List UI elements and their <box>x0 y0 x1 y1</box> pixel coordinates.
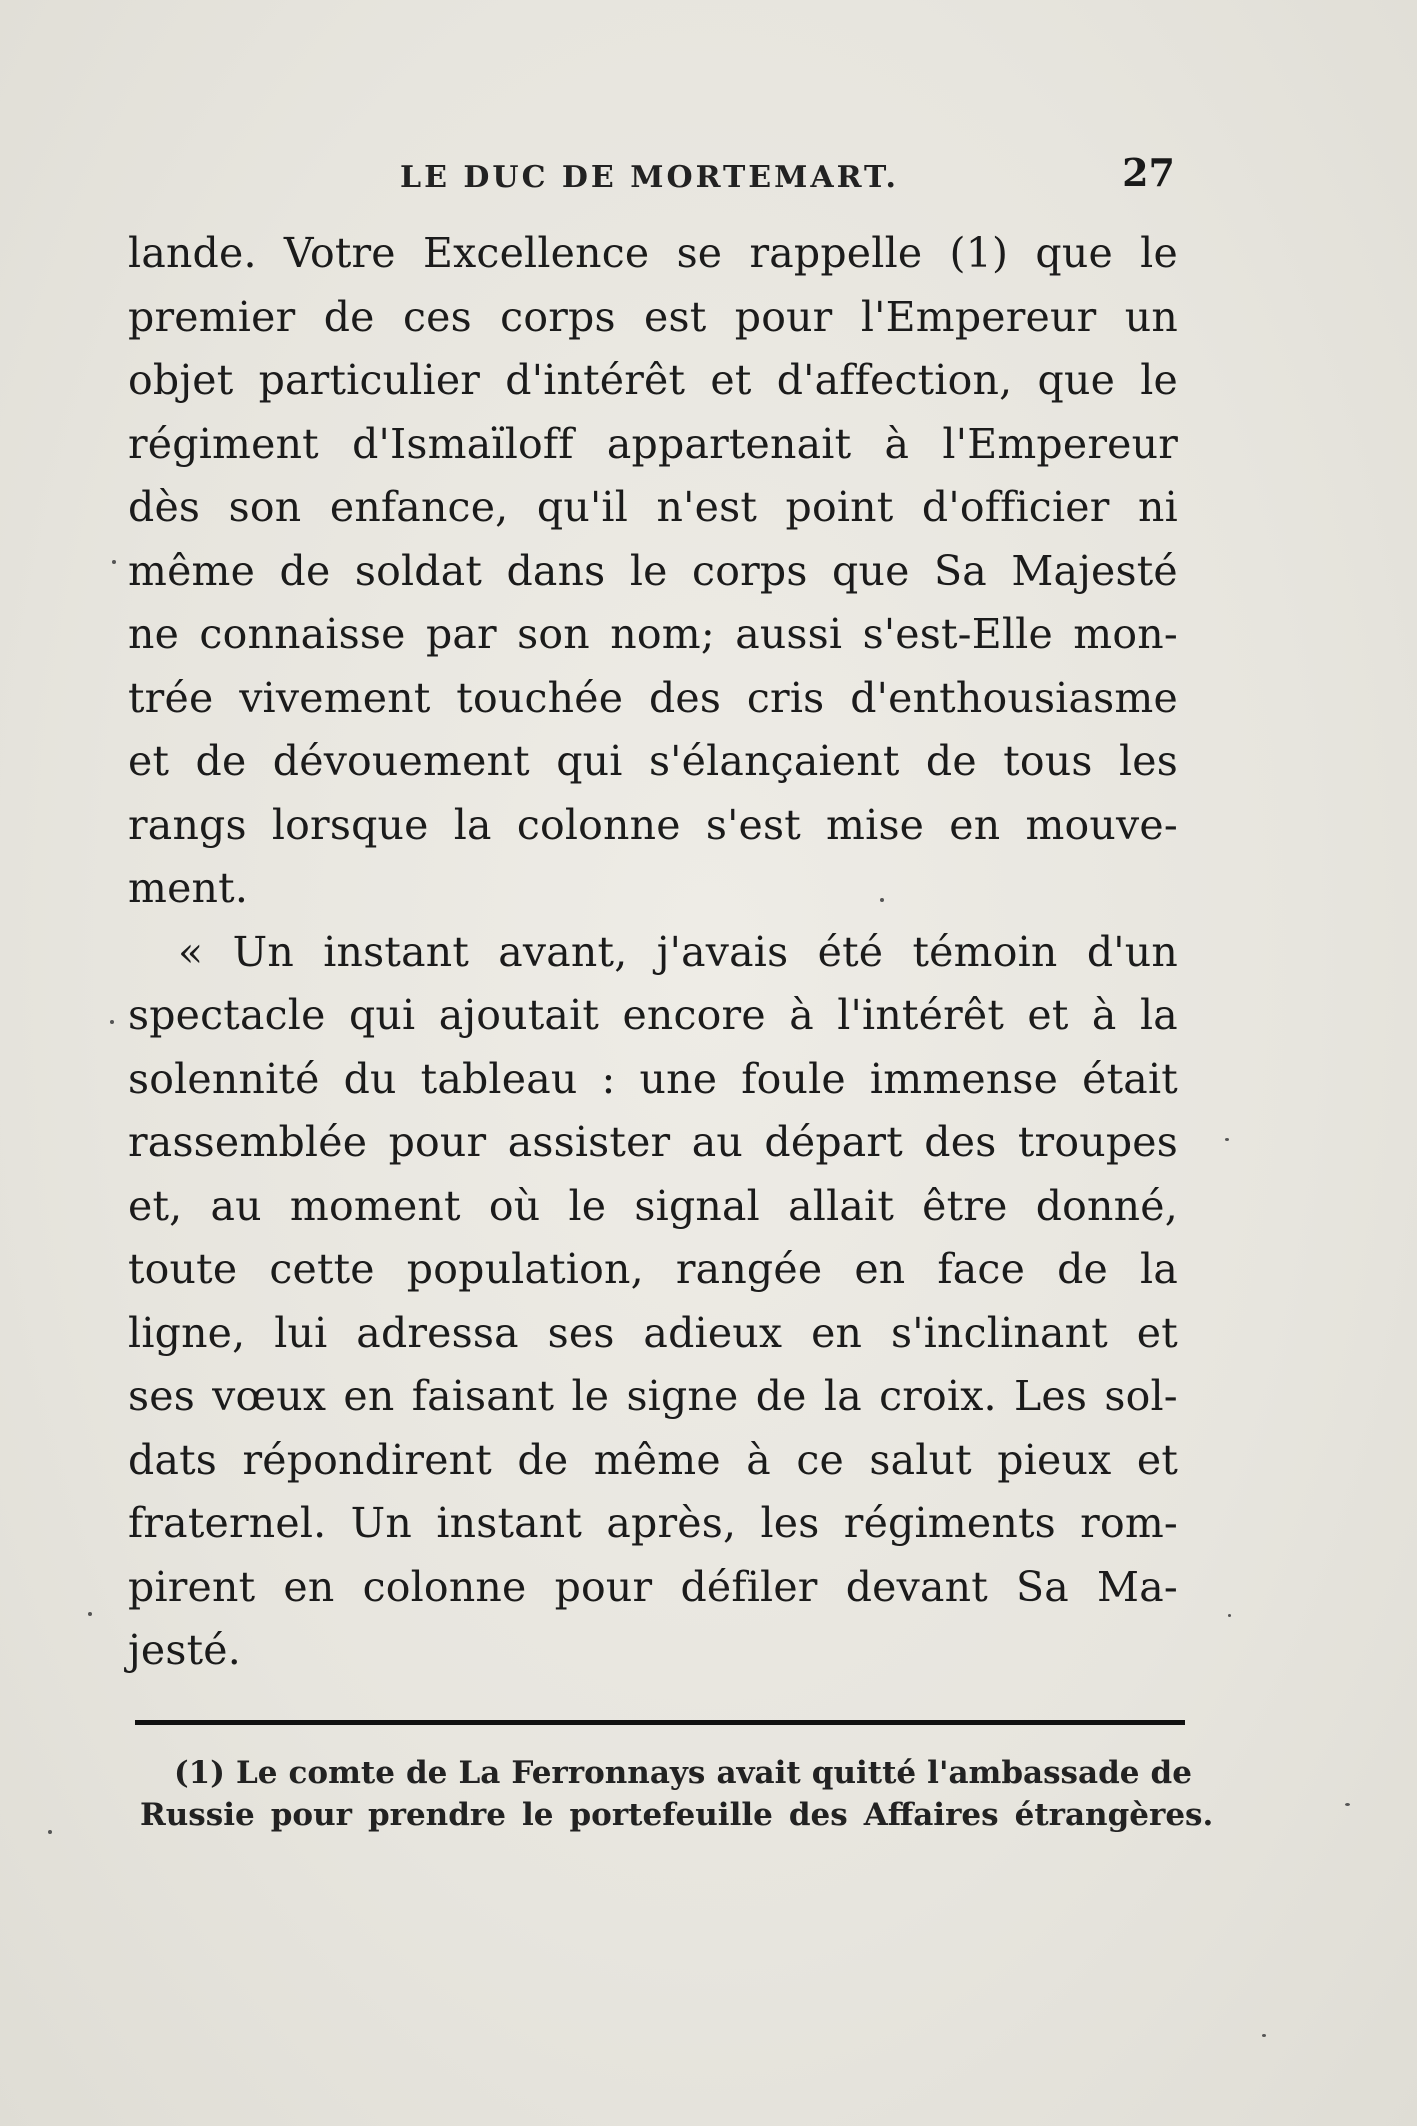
word: des <box>648 673 722 722</box>
word: lande. <box>128 229 257 277</box>
word: d'affection, <box>776 356 1013 404</box>
word: le <box>568 1181 607 1230</box>
word: s'est-Elle <box>862 610 1053 658</box>
word: et <box>1136 1308 1178 1357</box>
scan-speck <box>112 560 116 564</box>
word: le <box>1140 229 1178 277</box>
word: Un <box>350 1499 413 1547</box>
word: le <box>1140 356 1178 404</box>
body-line <box>128 730 1178 794</box>
word: objet <box>128 356 234 404</box>
body-text <box>128 222 1178 1683</box>
word: cette <box>269 1245 375 1293</box>
word: mise <box>826 800 925 849</box>
word: Ferronnays <box>511 1755 706 1791</box>
body-line <box>128 667 1178 731</box>
body-line <box>128 1048 1178 1112</box>
word: signe <box>626 1372 739 1420</box>
word: ligne, <box>128 1308 246 1357</box>
word: étrangères. <box>1014 1797 1214 1833</box>
word: face <box>937 1245 1026 1293</box>
word: de <box>1150 1755 1192 1791</box>
word: La <box>458 1755 501 1791</box>
word: été <box>817 927 884 976</box>
word: rom- <box>1080 1499 1178 1547</box>
word: de <box>279 546 331 595</box>
word: encore <box>622 991 766 1039</box>
body-line <box>128 1238 1178 1302</box>
word: s'inclinant <box>890 1308 1108 1357</box>
word: de <box>755 1372 807 1420</box>
word: (1) <box>949 229 1009 277</box>
word: que <box>832 546 910 595</box>
body-line <box>128 1111 1178 1175</box>
word: ni <box>1138 483 1178 531</box>
word: des <box>788 1797 848 1833</box>
word: premier <box>128 292 296 341</box>
word: Russie <box>140 1797 255 1833</box>
word: le <box>629 546 668 595</box>
word: les <box>1118 737 1178 785</box>
word: vivement <box>239 673 431 722</box>
word: témoin <box>912 927 1058 976</box>
word: l'Empereur <box>942 419 1178 468</box>
word: l'intérêt <box>837 991 1005 1039</box>
word: à <box>746 1435 771 1484</box>
word: « <box>178 927 204 976</box>
body-line <box>128 857 1178 921</box>
body-line <box>128 984 1178 1048</box>
word: colonne <box>516 800 681 849</box>
word: même <box>593 1435 721 1484</box>
word: les <box>760 1499 820 1547</box>
word: et <box>1027 991 1069 1039</box>
word: prendre <box>367 1797 506 1833</box>
word: quitté <box>811 1755 917 1791</box>
word: adieux <box>643 1308 783 1357</box>
word: spectacle <box>128 991 326 1039</box>
word: (1) <box>174 1755 225 1791</box>
word: tous <box>1003 737 1093 785</box>
word: le <box>521 1797 554 1833</box>
page-header <box>130 150 1175 200</box>
scan-speck <box>880 898 884 902</box>
word: pour <box>270 1797 352 1833</box>
word: aussi <box>735 610 843 658</box>
word: assister <box>507 1118 671 1166</box>
body-line <box>128 1429 1178 1493</box>
word: connaisse <box>199 610 406 658</box>
word: qui <box>348 991 416 1039</box>
body-line <box>128 1302 1178 1366</box>
word: j'avais <box>656 927 789 976</box>
running-title: LE DUC DE MORTEMART. <box>400 160 899 195</box>
word: s'est <box>705 800 801 849</box>
word: Sa <box>933 546 987 595</box>
word: point <box>785 483 894 531</box>
word: à <box>1091 991 1117 1039</box>
word: en <box>949 800 1001 849</box>
body-line <box>128 413 1178 477</box>
body-line <box>128 794 1178 858</box>
word: croix. <box>879 1372 997 1420</box>
word: lui <box>274 1308 328 1357</box>
word: moment <box>289 1181 461 1230</box>
word: qui <box>556 737 623 785</box>
word: ses <box>128 1372 195 1420</box>
word: l'ambassade <box>927 1755 1140 1791</box>
word: la <box>1139 991 1178 1039</box>
word: d'enthousiasme <box>850 673 1178 722</box>
body-line <box>128 1175 1178 1239</box>
word: avant, <box>498 927 628 976</box>
footnote-line <box>140 1752 1192 1794</box>
word: cris <box>746 673 825 722</box>
word: donné, <box>1035 1181 1178 1230</box>
word: et <box>1136 1435 1178 1484</box>
word: de <box>323 292 375 341</box>
word: ses <box>547 1308 615 1357</box>
body-line <box>128 349 1178 413</box>
footnote-line <box>140 1794 1214 1836</box>
word: de <box>1057 1245 1108 1293</box>
word: rassemblée <box>128 1118 368 1166</box>
word: en <box>854 1245 906 1293</box>
word: répondirent <box>242 1435 492 1484</box>
body-line <box>128 1556 1178 1620</box>
word: pour <box>734 292 833 341</box>
word: rappelle <box>749 229 923 277</box>
word: ne <box>128 610 180 658</box>
page-number: 27 <box>1122 150 1175 195</box>
word: de <box>517 1435 569 1484</box>
word: l'Empereur <box>860 292 1097 341</box>
body-line <box>128 1365 1178 1429</box>
word: faisant <box>411 1372 555 1420</box>
word: Votre <box>283 229 396 277</box>
scan-speck <box>1345 1803 1350 1806</box>
word: comte <box>288 1755 395 1791</box>
word: mouve- <box>1025 800 1178 849</box>
word: rangée <box>675 1245 823 1293</box>
word: défiler <box>680 1562 818 1611</box>
word: de <box>925 737 977 785</box>
body-line <box>128 286 1178 350</box>
word: toute <box>128 1245 238 1293</box>
word: départ <box>764 1118 903 1166</box>
word: nom; <box>610 610 715 658</box>
word: Les <box>1014 1372 1088 1420</box>
word: sol- <box>1104 1372 1178 1420</box>
word: qu'il <box>536 483 629 531</box>
word: devant <box>845 1562 988 1611</box>
word: de <box>405 1755 448 1791</box>
word: Excellence <box>422 229 650 277</box>
word: Un <box>232 927 294 976</box>
word: jesté. <box>128 1626 241 1674</box>
word: trée <box>128 673 214 722</box>
word: Le <box>235 1755 278 1791</box>
word: Affaires <box>863 1797 999 1833</box>
body-line <box>128 1492 1178 1556</box>
word: pour <box>554 1562 653 1611</box>
word: population, <box>406 1245 644 1293</box>
word: le <box>571 1372 610 1420</box>
word: Sa <box>1016 1562 1069 1611</box>
body-line <box>128 476 1178 540</box>
word: pieux <box>997 1435 1112 1484</box>
scan-speck <box>48 1830 52 1834</box>
word: et, <box>128 1181 183 1230</box>
word: était <box>1082 1054 1178 1103</box>
word: immense <box>869 1054 1059 1103</box>
word: d'Ismaïloff <box>352 419 574 468</box>
word: après, <box>606 1499 737 1547</box>
word: du <box>343 1054 397 1103</box>
word: et <box>128 737 170 785</box>
word: tableau <box>420 1054 578 1103</box>
scan-speck <box>1262 2034 1266 2037</box>
word: la <box>823 1372 862 1420</box>
scan-speck <box>110 1020 114 1024</box>
word: foule <box>741 1054 846 1103</box>
word: dats <box>128 1435 218 1484</box>
word: rangs <box>128 800 247 849</box>
word: Majesté <box>1011 546 1178 595</box>
scan-speck <box>1225 1138 1229 1141</box>
word: allait <box>788 1181 895 1230</box>
word: troupes <box>1017 1118 1178 1166</box>
word: lorsque <box>271 800 429 849</box>
word: la <box>453 800 492 849</box>
word: une <box>639 1054 718 1103</box>
word: en <box>283 1562 335 1611</box>
word: ajoutait <box>438 991 600 1039</box>
word: vœux <box>212 1372 327 1420</box>
word: salut <box>869 1435 972 1484</box>
word: ment. <box>128 864 249 912</box>
word: et <box>710 356 752 404</box>
word: appartenait <box>606 419 852 468</box>
word: des <box>924 1118 997 1166</box>
word: à <box>789 991 814 1039</box>
word: régiment <box>128 419 319 468</box>
word: régiments <box>843 1499 1056 1547</box>
word: fraternel. <box>128 1499 327 1547</box>
body-line <box>128 540 1178 604</box>
footnote <box>140 1752 1214 1836</box>
word: touchée <box>456 673 624 722</box>
word: même <box>128 546 256 595</box>
word: que <box>1035 229 1113 277</box>
word: être <box>922 1181 1008 1230</box>
word: corps <box>692 546 808 595</box>
word: la <box>1140 1245 1178 1293</box>
word: corps <box>500 292 616 341</box>
word: s'élançaient <box>648 737 900 785</box>
word: portefeuille <box>569 1797 773 1833</box>
word: où <box>488 1181 541 1230</box>
footnote-rule <box>135 1720 1185 1725</box>
word: d'un <box>1086 927 1178 976</box>
word: soldat <box>354 546 483 595</box>
word: solennité <box>128 1054 320 1103</box>
word: d'intérêt <box>505 356 686 404</box>
word: au <box>210 1181 262 1230</box>
body-line <box>128 1619 1178 1683</box>
word: dans <box>506 546 606 595</box>
word: son <box>228 483 302 531</box>
word: d'officier <box>921 483 1110 531</box>
body-line <box>128 222 1178 286</box>
word: dès <box>128 483 201 531</box>
word: ce <box>796 1435 844 1484</box>
word: son <box>517 610 590 658</box>
body-line <box>128 921 1178 985</box>
word: enfance, <box>329 483 509 531</box>
word: en <box>343 1372 395 1420</box>
word: ces <box>402 292 472 341</box>
word: avait <box>716 1755 801 1791</box>
word: à <box>884 419 910 468</box>
word: pour <box>388 1118 487 1166</box>
word: instant <box>323 927 469 976</box>
word: que <box>1037 356 1116 404</box>
word: Ma- <box>1097 1562 1178 1611</box>
body-line <box>128 603 1178 667</box>
word: un <box>1124 292 1178 341</box>
word: signal <box>634 1181 760 1230</box>
word: n'est <box>656 483 758 531</box>
word: adressa <box>356 1308 519 1357</box>
scan-speck <box>88 1612 92 1616</box>
scan-speck <box>1228 1614 1231 1617</box>
word: au <box>691 1118 743 1166</box>
word: : <box>601 1054 616 1103</box>
word: de <box>195 737 247 785</box>
word: pirent <box>128 1562 256 1611</box>
word: est <box>644 292 707 341</box>
word: colonne <box>362 1562 527 1611</box>
word: par <box>425 610 497 658</box>
word: mon- <box>1073 610 1178 658</box>
word: dévouement <box>272 737 530 785</box>
word: instant <box>436 1499 583 1547</box>
word: en <box>811 1308 863 1357</box>
word: se <box>676 229 723 277</box>
word: particulier <box>258 356 481 404</box>
